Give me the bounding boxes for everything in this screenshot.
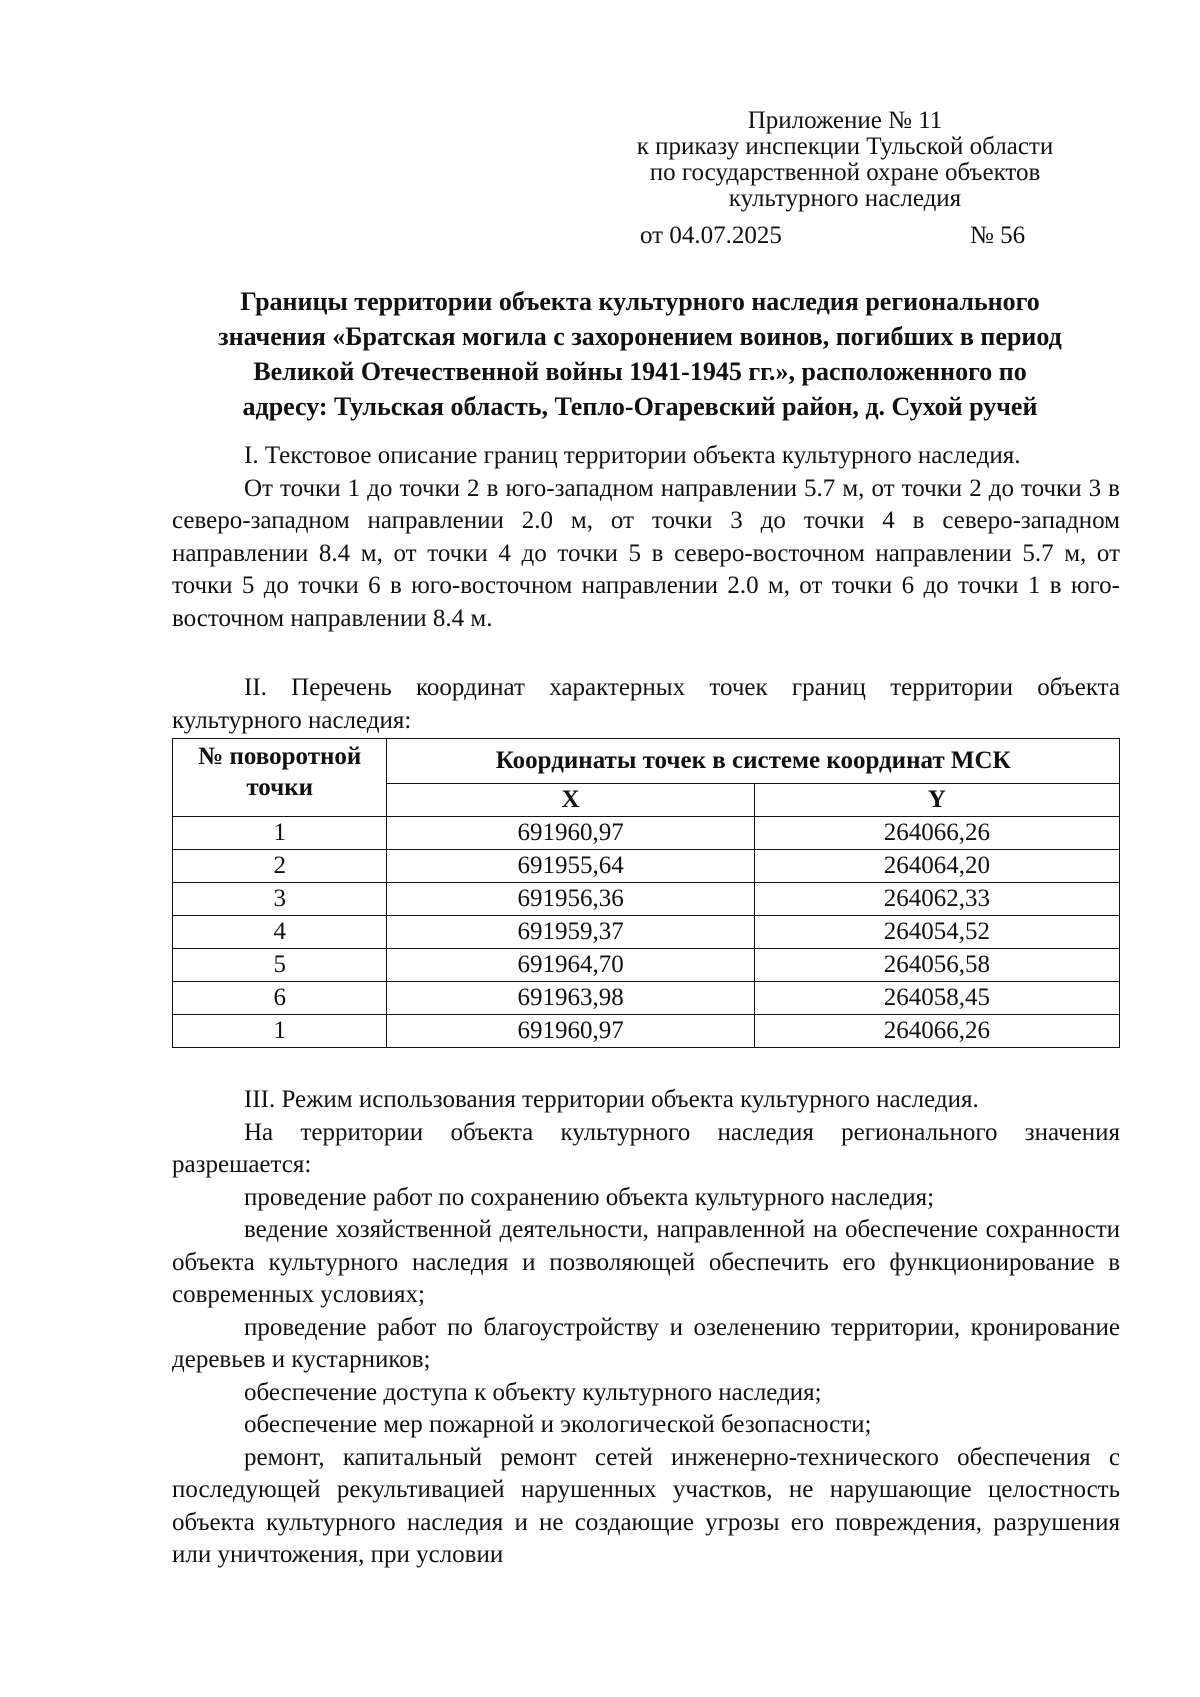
header-x: X — [387, 784, 754, 817]
table-row — [173, 817, 1120, 850]
coord-x: 691959,37 — [387, 916, 754, 949]
appendix-header — [600, 108, 1090, 212]
coord-y: 264056,58 — [754, 949, 1119, 982]
coord-x: 691956,36 — [387, 883, 754, 916]
appendix-line: культурного наследия — [728, 185, 962, 212]
section-2-heading: II. Перечень координат характерных точек границ территории объекта культурного наследия: — [172, 674, 1120, 734]
table-row — [173, 982, 1120, 1015]
order-date: от 04.07.2025 — [640, 222, 782, 249]
section-1-heading: I. Текстовое описание границ территории объекта культурного наследия. — [244, 442, 1021, 469]
coord-y: 264062,33 — [754, 883, 1119, 916]
permitted-item: обеспечение доступа к объекту культурного наследия; — [244, 1378, 822, 1406]
permitted-item: обеспечение мер пожарной и экологической безопасности; — [244, 1411, 872, 1438]
title-line: значения «Братская могила с захоронением воинов, погибших в период — [218, 322, 1062, 351]
document-title — [160, 284, 1120, 424]
section-3-intro: На территории объекта культурного наследия регионального значения разрешается: — [172, 1118, 1120, 1178]
point-number: 6 — [173, 982, 387, 1015]
coord-y: 264054,52 — [754, 916, 1119, 949]
point-number: 1 — [173, 1015, 387, 1048]
coord-x: 691955,64 — [387, 850, 754, 883]
appendix-line: Приложение № 11 — [747, 107, 943, 134]
table-row — [173, 916, 1120, 949]
permitted-item: проведение работ по благоустройству и озеленению территории, кронирование деревьев и кустарников; — [172, 1313, 1120, 1373]
section-1 — [172, 440, 1120, 635]
permitted-item: ведение хозяйственной деятельности, направленной на обеспечение сохранности объекта культурного наследия и позволяющей обеспечить его функционирование в современных условиях; — [172, 1216, 1120, 1308]
title-line: адресу: Тульская область, Тепло-Огаревский район, д. Сухой ручей — [242, 392, 1038, 421]
permitted-item: проведение работ по сохранению объекта культурного наследия; — [244, 1183, 935, 1211]
title-line: Границы территории объекта культурного наследия регионального — [240, 287, 1040, 316]
coord-y: 264064,20 — [754, 850, 1119, 883]
table-row — [173, 850, 1120, 883]
header-y: Y — [754, 784, 1119, 817]
title-line: Великой Отечественной войны 1941-1945 гг.», расположенного по — [253, 357, 1027, 386]
table-row — [173, 949, 1120, 982]
section-1-body: От точки 1 до точки 2 в юго-западном направлении 5.7 м, от точки 2 до точки 3 в северо-западном направлении 2.0 м, от точки 3 до точки 4 в северо-западном направлении 8.4 м, от точки 4 до точки 5 в северо-восточном направлении 5.7 м, от точки 5 до точки 6 в юго-восточном направлении 2.0 м, от точки 6 до точки 1 в юго-восточном направлении 8.4 м. — [172, 474, 1120, 632]
point-number: 3 — [173, 883, 387, 916]
header-point-number: № поворотной точки — [173, 739, 387, 817]
point-number: 2 — [173, 850, 387, 883]
coord-x: 691960,97 — [387, 817, 754, 850]
coord-y: 264066,26 — [754, 817, 1119, 850]
section-2-heading-block — [172, 672, 1120, 737]
order-number: № 56 — [970, 222, 1026, 249]
point-number: 4 — [173, 916, 387, 949]
point-number: 1 — [173, 817, 387, 850]
table-row — [173, 883, 1120, 916]
coord-x: 691963,98 — [387, 982, 754, 1015]
coord-y: 264066,26 — [754, 1015, 1119, 1048]
section-3-heading: III. Режим использования территории объекта культурного наследия. — [244, 1086, 979, 1113]
section-3 — [172, 1084, 1120, 1572]
appendix-line: по государственной охране объектов — [649, 159, 1041, 186]
coord-x: 691960,97 — [387, 1015, 754, 1048]
coord-x: 691964,70 — [387, 949, 754, 982]
table-row — [173, 1015, 1120, 1048]
header-coordinates: Координаты точек в системе координат МСК — [387, 739, 1120, 784]
appendix-line: к приказу инспекции Тульской области — [636, 133, 1054, 160]
coordinates-table — [172, 738, 1120, 1048]
point-number: 5 — [173, 949, 387, 982]
permitted-item: ремонт, капитальный ремонт сетей инженерно-технического обеспечения с последующей рекультивацией нарушенных участков, не нарушающие целостность объекта культурного наследия и не создающие угрозы его повреждения, разрушения или уничтожения, при условии — [172, 1443, 1120, 1568]
coord-y: 264058,45 — [754, 982, 1119, 1015]
